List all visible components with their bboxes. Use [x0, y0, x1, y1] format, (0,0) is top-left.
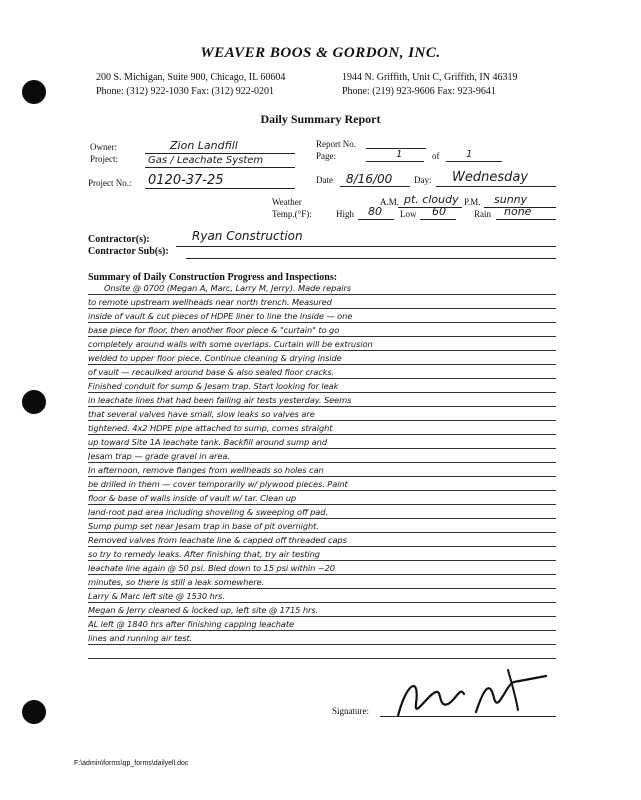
narrative-line: lines and running air test. — [88, 633, 193, 643]
project-value: Gas / Leachate System — [148, 155, 264, 166]
low-label: Low — [400, 209, 417, 219]
phone-right: Phone: (219) 923-9606 Fax: 923-9641 — [342, 86, 496, 97]
narrative-line: Megan & Jerry cleaned & locked up, left site @ 1715 hrs. — [88, 605, 319, 615]
pm-weather-value: sunny — [494, 193, 528, 206]
report-no-label: Report No. — [316, 139, 356, 149]
temp-label: Temp.(°F): — [272, 209, 312, 219]
rain-label: Rain — [474, 209, 491, 219]
ruled-line — [88, 378, 556, 379]
page-line — [366, 161, 424, 162]
ruled-line — [88, 588, 556, 589]
phone-left: Phone: (312) 922-1030 Fax: (312) 922-0201 — [96, 86, 275, 97]
ruled-line — [88, 504, 556, 505]
ruled-line — [88, 616, 556, 617]
low-value: 60 — [432, 205, 446, 218]
narrative-line: completely around walls with some overlaps. Curtain will be extrusion — [88, 339, 373, 349]
page-label: Page: — [316, 151, 336, 161]
binder-hole-bottom — [22, 700, 46, 724]
narrative-line: Sump pump set near Jesam trap in base of pit overnight. — [88, 521, 319, 531]
narrative-line: up toward Site 1A leachate tank. Backfill around sump and — [88, 437, 327, 447]
project-label: Project: — [90, 154, 118, 164]
footer-file-path: F:\admin\forms\qp_forms\dailyell.doc — [74, 760, 189, 767]
page-value: 1 — [396, 149, 403, 160]
am-line — [398, 207, 462, 208]
am-label: A.M. — [380, 197, 400, 207]
narrative-line: Jesam trap — grade gravel in area. — [88, 451, 230, 461]
project-no-label: Project No.: — [88, 178, 132, 188]
narrative-line: that several valves have small, slow leaks so valves are — [88, 409, 315, 419]
pm-label: P.M. — [464, 197, 481, 207]
contractor-value: Ryan Construction — [192, 229, 303, 243]
date-value: 8/16/00 — [346, 172, 393, 186]
narrative-line: be drilled in them — cover temporarily w/ plywood pieces. Paint — [88, 479, 348, 489]
ruled-line — [88, 406, 556, 407]
binder-hole-top — [22, 80, 46, 104]
ruled-line — [88, 392, 556, 393]
project-no-value: 0120-37-25 — [148, 173, 224, 188]
ruled-line — [88, 574, 556, 575]
page-of-line — [446, 161, 502, 162]
narrative-line: inside of vault & cut pieces of HDPE liner to line the inside — one — [88, 311, 353, 321]
project-no-line — [145, 188, 295, 189]
ruled-line — [88, 546, 556, 547]
date-line — [340, 186, 410, 187]
ruled-line — [88, 336, 556, 337]
day-line — [436, 186, 556, 187]
ruled-line — [88, 350, 556, 351]
narrative-line: to remote upstream wellheads near north trench. Measured — [88, 297, 332, 307]
day-value: Wednesday — [452, 170, 529, 185]
narrative-line: Larry & Marc left site @ 1530 hrs. — [88, 591, 225, 601]
company-name: WEAVER BOOS & GORDON, INC. — [200, 45, 441, 61]
ruled-line — [88, 476, 556, 477]
ruled-line — [88, 602, 556, 603]
summary-label: Summary of Daily Construction Progress and Inspections: — [88, 272, 338, 283]
page-of-value: 1 — [466, 149, 473, 160]
high-value: 80 — [368, 205, 382, 218]
contractor-sub-label: Contractor Sub(s): — [88, 246, 169, 257]
narrative-line: so try to remedy leaks. After finishing that, try air testing — [88, 549, 320, 559]
ruled-line — [88, 308, 556, 309]
low-line — [420, 219, 456, 220]
rain-line — [496, 219, 556, 220]
owner-label: Owner: — [90, 142, 117, 152]
address-right: 1944 N. Griffith, Unit C, Griffith, IN 46319 — [342, 72, 518, 83]
rain-value: none — [504, 205, 532, 218]
ruled-line — [88, 658, 556, 659]
owner-line — [145, 153, 295, 154]
narrative-line: of vault — recaulked around base & also sealed floor cracks. — [88, 367, 335, 377]
ruled-line — [88, 448, 556, 449]
narrative-line: in leachate lines that had been failing air tests yesterday. Seems — [88, 395, 352, 405]
project-line — [145, 167, 295, 168]
narrative-line: Finished conduit for sump & Jesam trap. Start looking for leak — [88, 381, 339, 391]
date-label: Date — [316, 175, 333, 185]
report-title: Daily Summary Report — [260, 112, 381, 126]
ruled-line — [88, 364, 556, 365]
binder-hole-middle — [22, 390, 46, 414]
high-label: High — [336, 209, 354, 219]
narrative-line: floor & base of walls inside of vault w/ tar. Clean up — [88, 493, 297, 503]
contractor-label: Contractor(s): — [88, 234, 150, 245]
narrative-line: Onsite @ 0700 (Megan A, Marc, Larry M, Jerry). Made repairs — [104, 283, 352, 293]
narrative-line: minutes, so there is still a leak somewhere. — [88, 577, 265, 587]
ruled-line — [88, 462, 556, 463]
ruled-line — [88, 322, 556, 323]
am-weather-value: pt. cloudy — [404, 193, 459, 206]
contractor-sub-line — [186, 258, 556, 259]
narrative-line: Removed valves from leachate line & capped off threaded caps — [88, 535, 347, 545]
ruled-line — [88, 560, 556, 561]
contractor-line — [176, 246, 556, 247]
narrative-line: leachate line again @ 50 psi. Bled down to 15 psi within ~20 — [88, 563, 335, 573]
ruled-line — [88, 630, 556, 631]
page-of-label: of — [432, 151, 440, 161]
narrative-line: In afternoon, remove flanges from wellheads so holes can — [88, 465, 324, 475]
ruled-line — [88, 490, 556, 491]
address-left: 200 S. Michigan, Suite 900, Chicago, IL 60604 — [96, 72, 286, 83]
narrative-line: base piece for floor, then another floor piece & "curtain" to go — [88, 325, 340, 335]
narrative-line: tightened. 4x2 HDPE pipe attached to sump, comes straight — [88, 423, 333, 433]
day-label: Day: — [414, 175, 432, 185]
high-line — [358, 219, 394, 220]
ruled-line — [88, 434, 556, 435]
signature-label: Signature: — [332, 706, 369, 716]
ruled-line — [88, 644, 556, 645]
ruled-line — [88, 532, 556, 533]
narrative-line: land-root pad area including shoveling & sweeping off pad. — [88, 507, 328, 517]
owner-value: Zion Landfill — [170, 139, 238, 152]
weather-label: Weather — [272, 197, 302, 207]
narrative-line: AL left @ 1840 hrs after finishing capping leachate — [88, 619, 295, 629]
ruled-line — [88, 518, 556, 519]
ruled-line — [88, 294, 556, 295]
narrative-line: welded to upper floor piece. Continue cleaning & drying inside — [88, 353, 342, 363]
ruled-line — [88, 420, 556, 421]
